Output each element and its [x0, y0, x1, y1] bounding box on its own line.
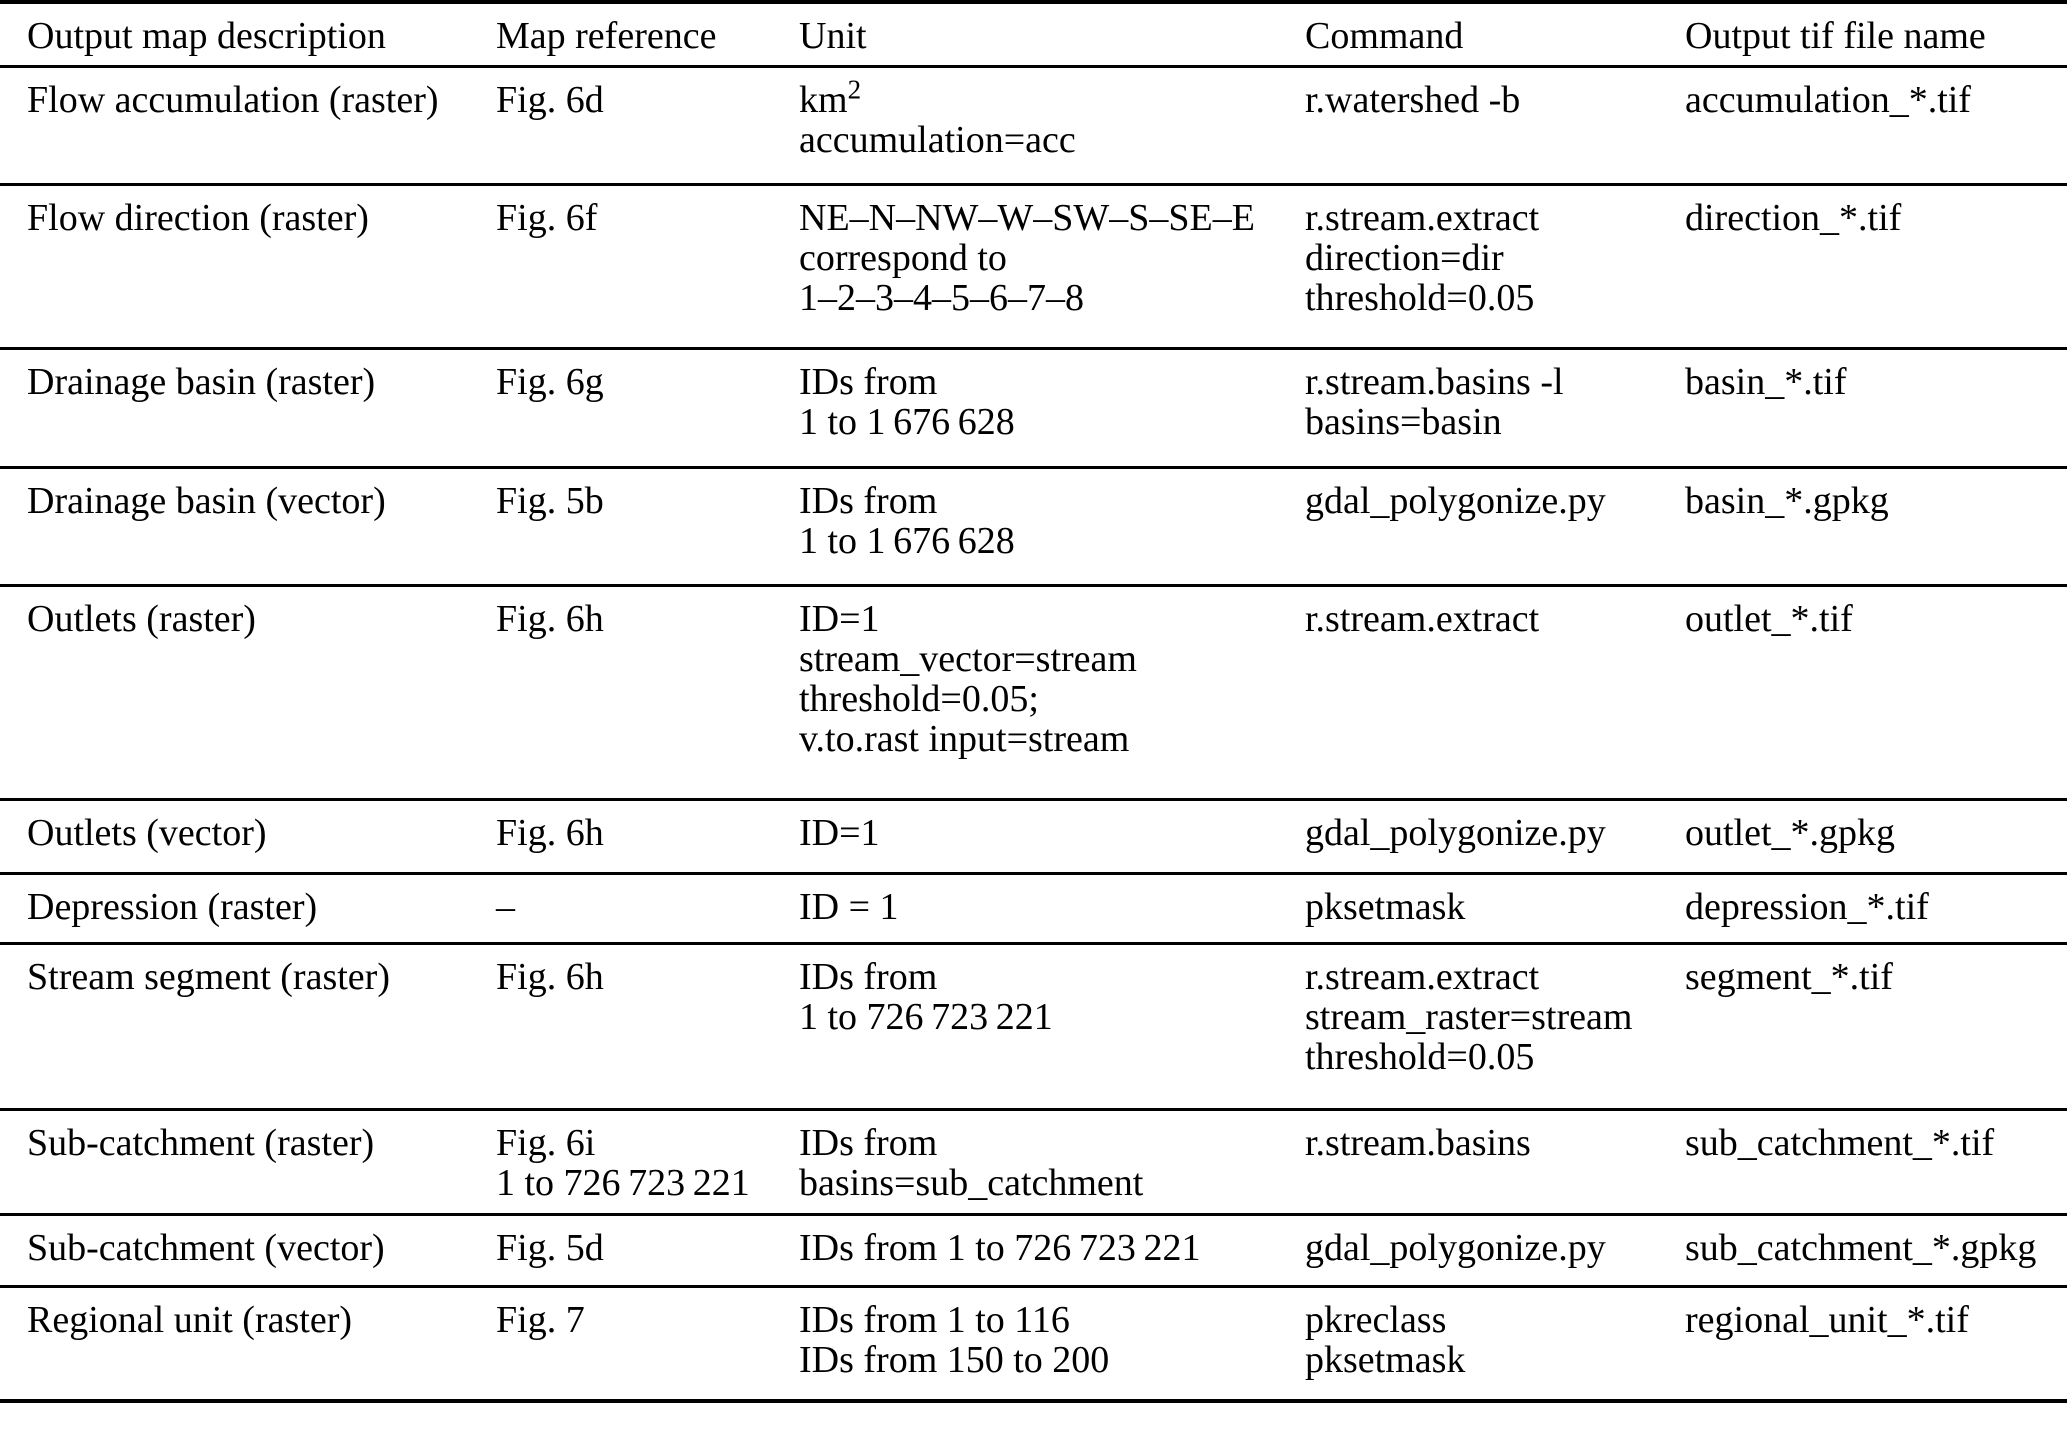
table-row-outlets-vector — [0, 799, 2067, 873]
cell-command — [1305, 585, 1685, 799]
description-text: Sub-catchment (raster) — [27, 1121, 375, 1164]
description-text: Drainage basin (raster) — [27, 360, 376, 403]
command-line: direction=dir — [1305, 236, 1504, 279]
cell-description — [0, 585, 496, 799]
unit-line: accumulation=acc — [799, 118, 1076, 161]
unit-line: ID = 1 — [799, 885, 899, 928]
cell-map-reference — [496, 799, 799, 873]
output-file-text: sub_catchment_*.tif — [1685, 1121, 1995, 1164]
cell-command — [1305, 348, 1685, 467]
cell-map-reference — [496, 585, 799, 799]
cell-map-reference — [496, 873, 799, 943]
unit-line: IDs from 150 to 200 — [799, 1338, 1110, 1381]
cell-command — [1305, 1286, 1685, 1401]
column-header-output-tif-file-name: Output tif file name — [1685, 15, 1986, 57]
unit-line: stream_vector=stream — [799, 637, 1137, 680]
command-line: gdal_polygonize.py — [1305, 479, 1606, 522]
table-row-outlets-raster — [0, 585, 2067, 799]
cell-unit — [799, 799, 1305, 873]
cell-description — [0, 1214, 496, 1286]
cell-description — [0, 1109, 496, 1214]
cell-output-file — [1685, 1109, 2067, 1214]
command-line: pksetmask — [1305, 1338, 1466, 1381]
unit-line: v.to.rast input=stream — [799, 717, 1130, 760]
output-file-text: basin_*.tif — [1685, 360, 1847, 403]
table-row-sub-catchment-vector — [0, 1214, 2067, 1286]
map-reference-text: Fig. 6h — [496, 597, 604, 640]
table-row-drainage-basin-raster — [0, 348, 2067, 467]
cell-command — [1305, 873, 1685, 943]
description-text: Flow accumulation (raster) — [27, 78, 439, 121]
unit-line: 1 to 726 723 221 — [799, 995, 1053, 1038]
map-reference-text: 1 to 726 723 221 — [496, 1161, 750, 1204]
description-text: Outlets (raster) — [27, 597, 256, 640]
cell-map-reference — [496, 184, 799, 348]
unit-line — [799, 73, 1305, 121]
command-line: r.stream.extract — [1305, 196, 1540, 239]
cell-output-file — [1685, 1286, 2067, 1401]
unit-superscript: 2 — [847, 73, 862, 104]
column-header-output-map-description: Output map description — [27, 15, 386, 57]
command-line: r.watershed -b — [1305, 78, 1521, 121]
cell-command — [1305, 1214, 1685, 1286]
cell-description — [0, 943, 496, 1109]
cell-description — [0, 467, 496, 585]
command-line: gdal_polygonize.py — [1305, 1226, 1606, 1269]
cell-output-file — [1685, 1214, 2067, 1286]
description-text: Depression (raster) — [27, 885, 318, 928]
command-line: r.stream.extract — [1305, 597, 1540, 640]
command-line: basins=basin — [1305, 400, 1502, 443]
cell-description — [0, 348, 496, 467]
cell-output-file — [1685, 799, 2067, 873]
map-reference-text: – — [496, 885, 515, 928]
unit-line: IDs from 1 to 116 — [799, 1298, 1070, 1341]
cell-output-file — [1685, 66, 2067, 184]
command-line: threshold=0.05 — [1305, 1035, 1535, 1078]
description-text: Outlets (vector) — [27, 811, 267, 854]
unit-line: IDs from — [799, 360, 938, 403]
table-body — [0, 66, 2067, 1401]
description-text: Drainage basin (vector) — [27, 479, 386, 522]
cell-unit — [799, 1286, 1305, 1401]
unit-line: ID=1 — [799, 597, 880, 640]
cell-description — [0, 184, 496, 348]
description-text: Sub-catchment (vector) — [27, 1226, 385, 1269]
table-row-sub-catchment-raster — [0, 1109, 2067, 1214]
cell-command — [1305, 943, 1685, 1109]
unit-line: IDs from — [799, 479, 938, 522]
cell-map-reference — [496, 1286, 799, 1401]
cell-unit — [799, 943, 1305, 1109]
cell-command — [1305, 1109, 1685, 1214]
cell-map-reference — [496, 1109, 799, 1214]
column-header-map-reference: Map reference — [496, 15, 717, 57]
output-file-text: basin_*.gpkg — [1685, 479, 1889, 522]
cell-command — [1305, 66, 1685, 184]
command-line: pkreclass — [1305, 1298, 1447, 1341]
unit-line: correspond to — [799, 236, 1007, 279]
unit-line: 1 to 1 676 628 — [799, 519, 1015, 562]
header-row — [0, 2, 2067, 66]
map-reference-text: Fig. 6f — [496, 196, 598, 239]
command-line: pksetmask — [1305, 885, 1466, 928]
cell-description — [0, 66, 496, 184]
cell-unit — [799, 1109, 1305, 1214]
map-reference-text: Fig. 5b — [496, 479, 604, 522]
map-reference-text: Fig. 7 — [496, 1298, 585, 1341]
table-row-regional-unit-raster — [0, 1286, 2067, 1401]
unit-line: NE–N–NW–W–SW–S–SE–E — [799, 196, 1255, 239]
cell-description — [0, 873, 496, 943]
cell-description — [0, 799, 496, 873]
column-header-command: Command — [1305, 15, 1464, 57]
table-row-stream-segment-raster — [0, 943, 2067, 1109]
cell-unit — [799, 66, 1305, 184]
table-row-flow-accumulation — [0, 66, 2067, 184]
table-row-drainage-basin-vector — [0, 467, 2067, 585]
output-file-text: outlet_*.gpkg — [1685, 811, 1896, 854]
map-reference-text: Fig. 6h — [496, 955, 604, 998]
cell-map-reference — [496, 467, 799, 585]
unit-line: basins=sub_catchment — [799, 1161, 1144, 1204]
output-file-text: sub_catchment_*.gpkg — [1685, 1226, 2037, 1269]
map-reference-text: Fig. 5d — [496, 1226, 604, 1269]
output-file-text: accumulation_*.tif — [1685, 78, 1971, 121]
table-row-flow-direction — [0, 184, 2067, 348]
cell-unit — [799, 585, 1305, 799]
command-line: r.stream.basins — [1305, 1121, 1531, 1164]
unit-line: threshold=0.05; — [799, 677, 1039, 720]
unit-line: 1 to 1 676 628 — [799, 400, 1015, 443]
cell-command — [1305, 184, 1685, 348]
cell-output-file — [1685, 943, 2067, 1109]
command-line: r.stream.extract — [1305, 955, 1540, 998]
column-header-unit: Unit — [799, 15, 867, 57]
cell-map-reference — [496, 348, 799, 467]
command-line: r.stream.basins -l — [1305, 360, 1564, 403]
output-file-text: segment_*.tif — [1685, 955, 1893, 998]
unit-line: ID=1 — [799, 811, 880, 854]
cell-unit — [799, 1214, 1305, 1286]
cell-unit — [799, 873, 1305, 943]
cell-output-file — [1685, 585, 2067, 799]
unit-line: IDs from 1 to 726 723 221 — [799, 1226, 1201, 1269]
cell-unit — [799, 184, 1305, 348]
cell-unit — [799, 467, 1305, 585]
cell-map-reference — [496, 66, 799, 184]
output-file-text: regional_unit_*.tif — [1685, 1298, 1969, 1341]
unit-base: km — [799, 78, 848, 121]
command-line: threshold=0.05 — [1305, 276, 1535, 319]
unit-line: IDs from — [799, 955, 938, 998]
cell-map-reference — [496, 1214, 799, 1286]
table-row-depression-raster — [0, 873, 2067, 943]
cell-command — [1305, 467, 1685, 585]
cell-description — [0, 1286, 496, 1401]
cell-output-file — [1685, 348, 2067, 467]
description-text: Flow direction (raster) — [27, 196, 369, 239]
output-file-text: direction_*.tif — [1685, 196, 1902, 239]
cell-output-file — [1685, 467, 2067, 585]
table-header — [0, 2, 2067, 66]
command-line: stream_raster=stream — [1305, 995, 1633, 1038]
command-line: gdal_polygonize.py — [1305, 811, 1606, 854]
description-text: Stream segment (raster) — [27, 955, 390, 998]
map-reference-text: Fig. 6h — [496, 811, 604, 854]
map-reference-text: Fig. 6g — [496, 360, 604, 403]
unit-line: 1–2–3–4–5–6–7–8 — [799, 276, 1084, 319]
cell-map-reference — [496, 943, 799, 1109]
cell-output-file — [1685, 184, 2067, 348]
output-file-text: depression_*.tif — [1685, 885, 1929, 928]
cell-unit — [799, 348, 1305, 467]
map-reference-text: Fig. 6i — [496, 1121, 596, 1164]
map-reference-text: Fig. 6d — [496, 78, 604, 121]
output-file-text: outlet_*.tif — [1685, 597, 1853, 640]
cell-command — [1305, 799, 1685, 873]
cell-output-file — [1685, 873, 2067, 943]
description-text: Regional unit (raster) — [27, 1298, 353, 1341]
unit-line: IDs from — [799, 1121, 938, 1164]
